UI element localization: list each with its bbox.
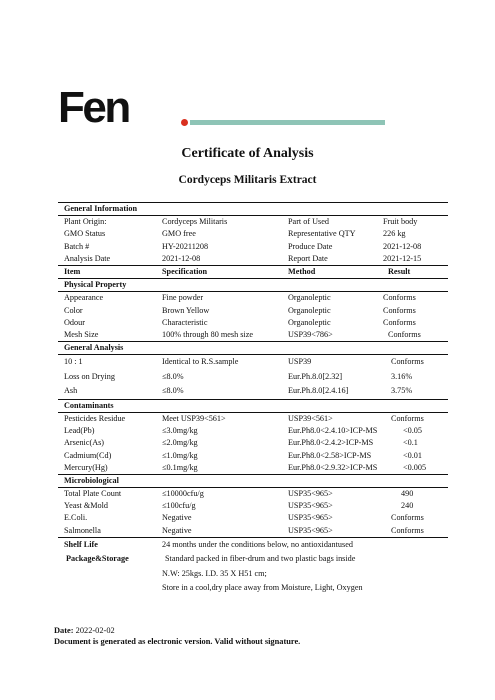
table-row: Mesh Size 100% through 80 mesh size USP39<786> Conforms (58, 329, 448, 342)
section-micro-heading: Microbiological (64, 475, 119, 485)
coa-table (58, 202, 448, 596)
section-physical-heading: Physical Property (64, 280, 127, 290)
shelf-life-row: Shelf Life 24 months under the conditions below, no antioxidantused (64, 539, 353, 549)
footer-note: Document is generated as electronic version. Valid without signature. (54, 637, 301, 646)
table-row: Yeast &Mold ≤100cfu/g USP35<965> 240 (64, 501, 414, 511)
table-row: Total Plate Count ≤10000cfu/g USP35<965> 490 (58, 487, 448, 500)
brand-name: Fen (58, 83, 129, 132)
logo-bar (190, 120, 385, 125)
table-row: Batch # HY-20211208 Produce Date 2021-12-08 (64, 241, 422, 251)
section-contaminants-heading: Contaminants (64, 400, 114, 410)
table-row: Pesticides Residue Meet USP39<561> USP39<561> Conforms (58, 412, 448, 425)
package-row: Package&Storage Standard packed in fiber-drum and two plastic bags inside (66, 554, 356, 564)
table-row: Plant Origin: Cordyceps Militaris Part of Used Fruit body (58, 215, 448, 228)
table-row: Appearance Fine powder Organoleptic Conforms (58, 291, 448, 304)
table-row: GMO Status GMO free Representative QTY 226 kg (64, 229, 406, 239)
table-row: Cadmium(Cd) ≤1.0mg/kg Eur.Ph8.0<2.58>ICP-MS <0.01 (64, 450, 422, 460)
logo-dot (181, 119, 188, 126)
table-row: Ash ≤8.0% Eur.Ph.8.0[2.4.16] 3.75% (58, 384, 448, 400)
table-row: Arsenic(As) ≤2.0mg/kg Eur.Ph8.0<2.4.2>ICP-MS <0.1 (64, 438, 418, 448)
brand-logo (58, 83, 348, 132)
package-row: N.W: 25kgs. I.D. 35 X H51 cm; (162, 568, 267, 578)
table-row: Color Brown Yellow Organoleptic Conforms (64, 305, 416, 315)
table-row: E.Coli. Negative USP35<965> Conforms (64, 513, 424, 523)
package-row: Store in a cool,dry place away from Moisture, Light, Oxygen (162, 583, 363, 593)
table-row: Lead(Pb) ≤3.0mg/kg Eur.Ph8.0<2.4.10>ICP-MS <0.05 (64, 426, 422, 436)
table-row: Loss on Drying ≤8.0% Eur.Ph.8.0[2.32] 3.16% (64, 371, 413, 381)
section-analysis-heading: General Analysis (64, 343, 124, 353)
table-row: 10 : 1 Identical to R.S.sample USP39 Conforms (58, 354, 448, 370)
column-headers: Item Specification Method Result (58, 265, 448, 279)
product-name: Cordyceps Militaris Extract (178, 174, 317, 186)
table-row: Salmonella Negative USP35<965> Conforms (58, 525, 448, 538)
document-title: Certificate of Analysis (181, 146, 314, 161)
table-row: Analysis Date 2021-12-08 Report Date 2021-12-15 (64, 253, 422, 263)
section-general-heading: General Information (58, 202, 448, 215)
footer-date: Date: 2022-02-02 (54, 626, 115, 635)
table-row: Mercury(Hg) ≤0.1mg/kg Eur.Ph8.0<2.9.32>ICP-MS <0.005 (58, 462, 448, 475)
table-row: Odour Characteristic Organoleptic Conforms (64, 317, 416, 327)
